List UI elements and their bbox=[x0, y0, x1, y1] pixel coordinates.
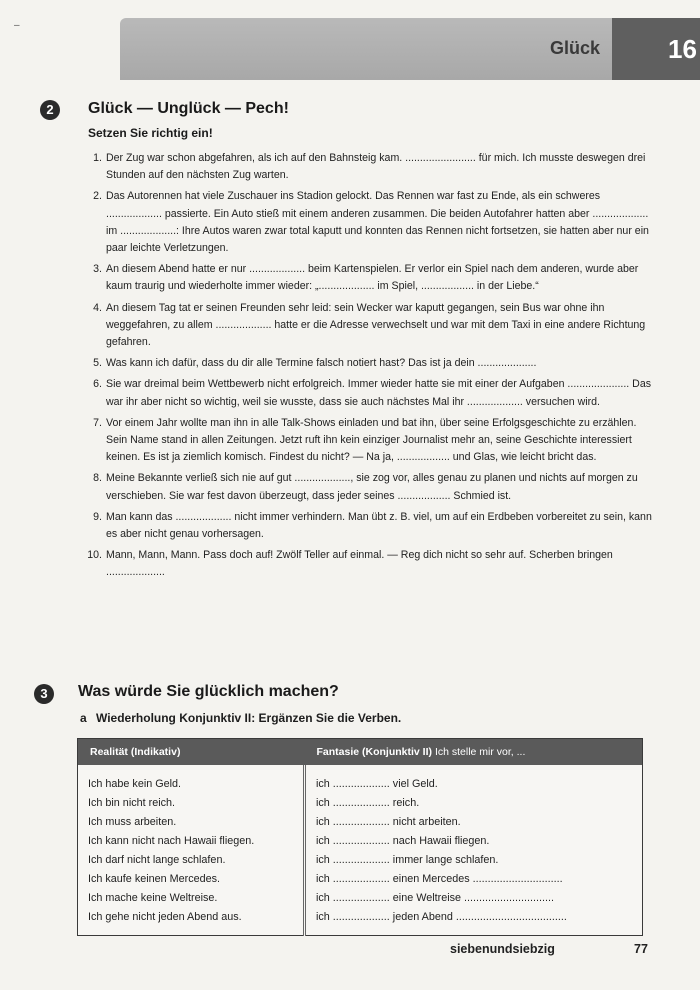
exercise-list bbox=[87, 150, 652, 586]
table-header-fantasie: Fantasie (Konjunktiv II) Ich stelle mir vor, ... bbox=[305, 739, 643, 766]
page-number: 77 bbox=[634, 942, 648, 956]
fantasie-sentence: ich ................... nach Hawaii fliegen. bbox=[316, 835, 490, 847]
exercise-item bbox=[92, 261, 652, 295]
exercise-text: Mann, Mann, Mann. Pass doch auf! Zwölf Teller auf einmal. — Reg dich nicht so sehr auf. Scherben bringen .................... bbox=[106, 549, 613, 579]
task-title: Was würde Sie glücklich machen? bbox=[78, 683, 339, 700]
realitaet-sentence: Ich kann nicht nach Hawaii fliegen. bbox=[88, 835, 255, 847]
exercise-item bbox=[92, 150, 652, 184]
realitaet-sentence: Ich gehe nicht jeden Abend aus. bbox=[88, 911, 242, 923]
fantasie-sentence: ich ................... nicht arbeiten. bbox=[316, 816, 461, 828]
fantasie-sentence: ich ................... immer lange schlafen. bbox=[316, 854, 499, 866]
exercise-number: 3. bbox=[93, 263, 102, 276]
exercise-number: 2. bbox=[93, 190, 102, 203]
task-number-badge: 3 bbox=[34, 684, 54, 704]
chapter-header bbox=[120, 18, 700, 80]
exercise-number: 9. bbox=[93, 510, 102, 523]
exercise-text: Sie war dreimal beim Wettbewerb nicht erfolgreich. Immer wieder hatte sie mit einer der Aufgaben ..................... Das war ihr aber nicht so wichtig, weil sie wusste, dass sie auch nächstes Mal ihr ................... versuchen wird. bbox=[106, 378, 652, 408]
realitaet-sentence: Ich bin nicht reich. bbox=[88, 797, 176, 809]
exercise-text: An diesem Tag tat er seinen Freunden sehr leid: sein Wecker war kaputt gegangen, sein Bus war ohne ihn weggefahren, zu allem ................... hatte er die Adresse verwechselt und war mit dem Taxi in eine andere Richtung gefahren. bbox=[106, 301, 646, 349]
table-header-realitaet: Realität (Indikativ) bbox=[78, 739, 305, 766]
chapter-number-tab: 16 bbox=[612, 18, 700, 80]
realitaet-sentence: Ich muss arbeiten. bbox=[88, 816, 177, 828]
realitaet-sentence: Ich mache keine Weltreise. bbox=[88, 892, 218, 904]
chapter-title: Glück bbox=[549, 38, 600, 58]
table-header-hint: Ich stelle mir vor, ... bbox=[434, 746, 526, 758]
exercise-text: Der Zug war schon abgefahren, als ich auf den Bahnsteig kam. ........................ für mich. Ich musste deswegen drei Stunden auf den nächsten Zug warten. bbox=[106, 152, 646, 182]
subtask-label: a bbox=[80, 711, 87, 725]
exercise-text: Was kann ich dafür, dass du dir alle Termine falsch notiert hast? Das ist ja dein .................... bbox=[106, 357, 537, 370]
realitaet-sentence: Ich kaufe keinen Mercedes. bbox=[88, 873, 221, 885]
fantasie-sentence: ich ................... reich. bbox=[316, 797, 420, 809]
exercise-item bbox=[92, 376, 652, 410]
exercise-item bbox=[92, 355, 652, 372]
task-instruction: Setzen Sie richtig ein! bbox=[88, 126, 213, 140]
exercise-text: Vor einem Jahr wollte man ihn in alle Talk-Shows einladen und bat ihn, über seine Erfolgsgeschichte zu erzählen. Sein Name stand in allen Zeitungen. Jetzt ruft ihn kein einziger Journalist mehr an, seine Geschichte interessiert keinen. Es ist ja ziemlich komisch. Findest du nicht? — Na ja, .................. und Glas, wie leicht bricht das. bbox=[106, 416, 637, 464]
exercise-item bbox=[92, 470, 652, 504]
exercise-number: 5. bbox=[93, 357, 102, 370]
fantasie-column bbox=[305, 765, 643, 936]
exercise-item bbox=[87, 547, 652, 581]
exercise-item bbox=[92, 509, 652, 543]
exercise-number: 4. bbox=[93, 301, 102, 314]
realitaet-sentence: Ich darf nicht lange schlafen. bbox=[88, 854, 226, 866]
subtask-instruction: Wiederholung Konjunktiv II: Ergänzen Sie die Verben. bbox=[96, 711, 402, 725]
fantasie-sentence: ich ................... einen Mercedes .............................. bbox=[316, 873, 563, 885]
realitaet-sentence: Ich habe kein Geld. bbox=[88, 778, 182, 790]
exercise-text: Man kann das ................... nicht immer verhindern. Man übt z. B. viel, um auf ein Erdbeben vorbereitet zu sein, kann es aber nicht genau vorhersagen. bbox=[106, 510, 652, 541]
task-title: Glück — Unglück — Pech! bbox=[88, 100, 289, 117]
fantasie-sentence: ich ................... viel Geld. bbox=[316, 778, 438, 790]
task-number-badge: 2 bbox=[40, 100, 60, 120]
exercise-text: Das Autorennen hat viele Zuschauer ins Stadion gelockt. Das Rennen war fast zu Ende, als ein schweres ................... passierte. Ein Auto stieß mit einem anderen zusammen. Die beiden Autofahrer hatten aber ................... im ...................: Ihre Autos waren zwar total kaputt und konnten das Rennen nicht fortsetzen, sie hatten aber nur ein paar leichte Verletzungen. bbox=[106, 190, 649, 255]
exercise-text: Meine Bekannte verließ sich nie auf gut ..................., sie zog vor, alles genau zu planen und nichts auf morgen zu verschieben. Sie war fest davon überzeugt, dass jeder seines .................. Schmied ist. bbox=[106, 472, 638, 502]
exercise-number: 1. bbox=[93, 152, 102, 164]
exercise-number: 10. bbox=[87, 549, 102, 562]
exercise-number: 8. bbox=[93, 472, 102, 485]
exercise-number: 6. bbox=[93, 378, 102, 391]
exercise-item bbox=[92, 415, 652, 467]
page-number-word: siebenundsiebzig bbox=[450, 942, 555, 956]
konjunktiv-table bbox=[77, 738, 643, 936]
exercise-text: An diesem Abend hatte er nur ................... beim Kartenspielen. Er verlor ein Spiel nach dem anderen, wurde aber kaum traurig und wiederholte immer wieder: „................... im Spiel, .................. in der Liebe.“ bbox=[106, 263, 639, 293]
page-mark: – bbox=[14, 20, 20, 31]
exercise-number: 7. bbox=[93, 416, 102, 429]
fantasie-sentence: ich ................... jeden Abend ..................................... bbox=[316, 911, 567, 923]
realitaet-column bbox=[78, 765, 305, 936]
exercise-item bbox=[92, 188, 652, 257]
exercise-item bbox=[92, 300, 652, 352]
fantasie-sentence: ich ................... eine Weltreise .............................. bbox=[316, 892, 555, 904]
